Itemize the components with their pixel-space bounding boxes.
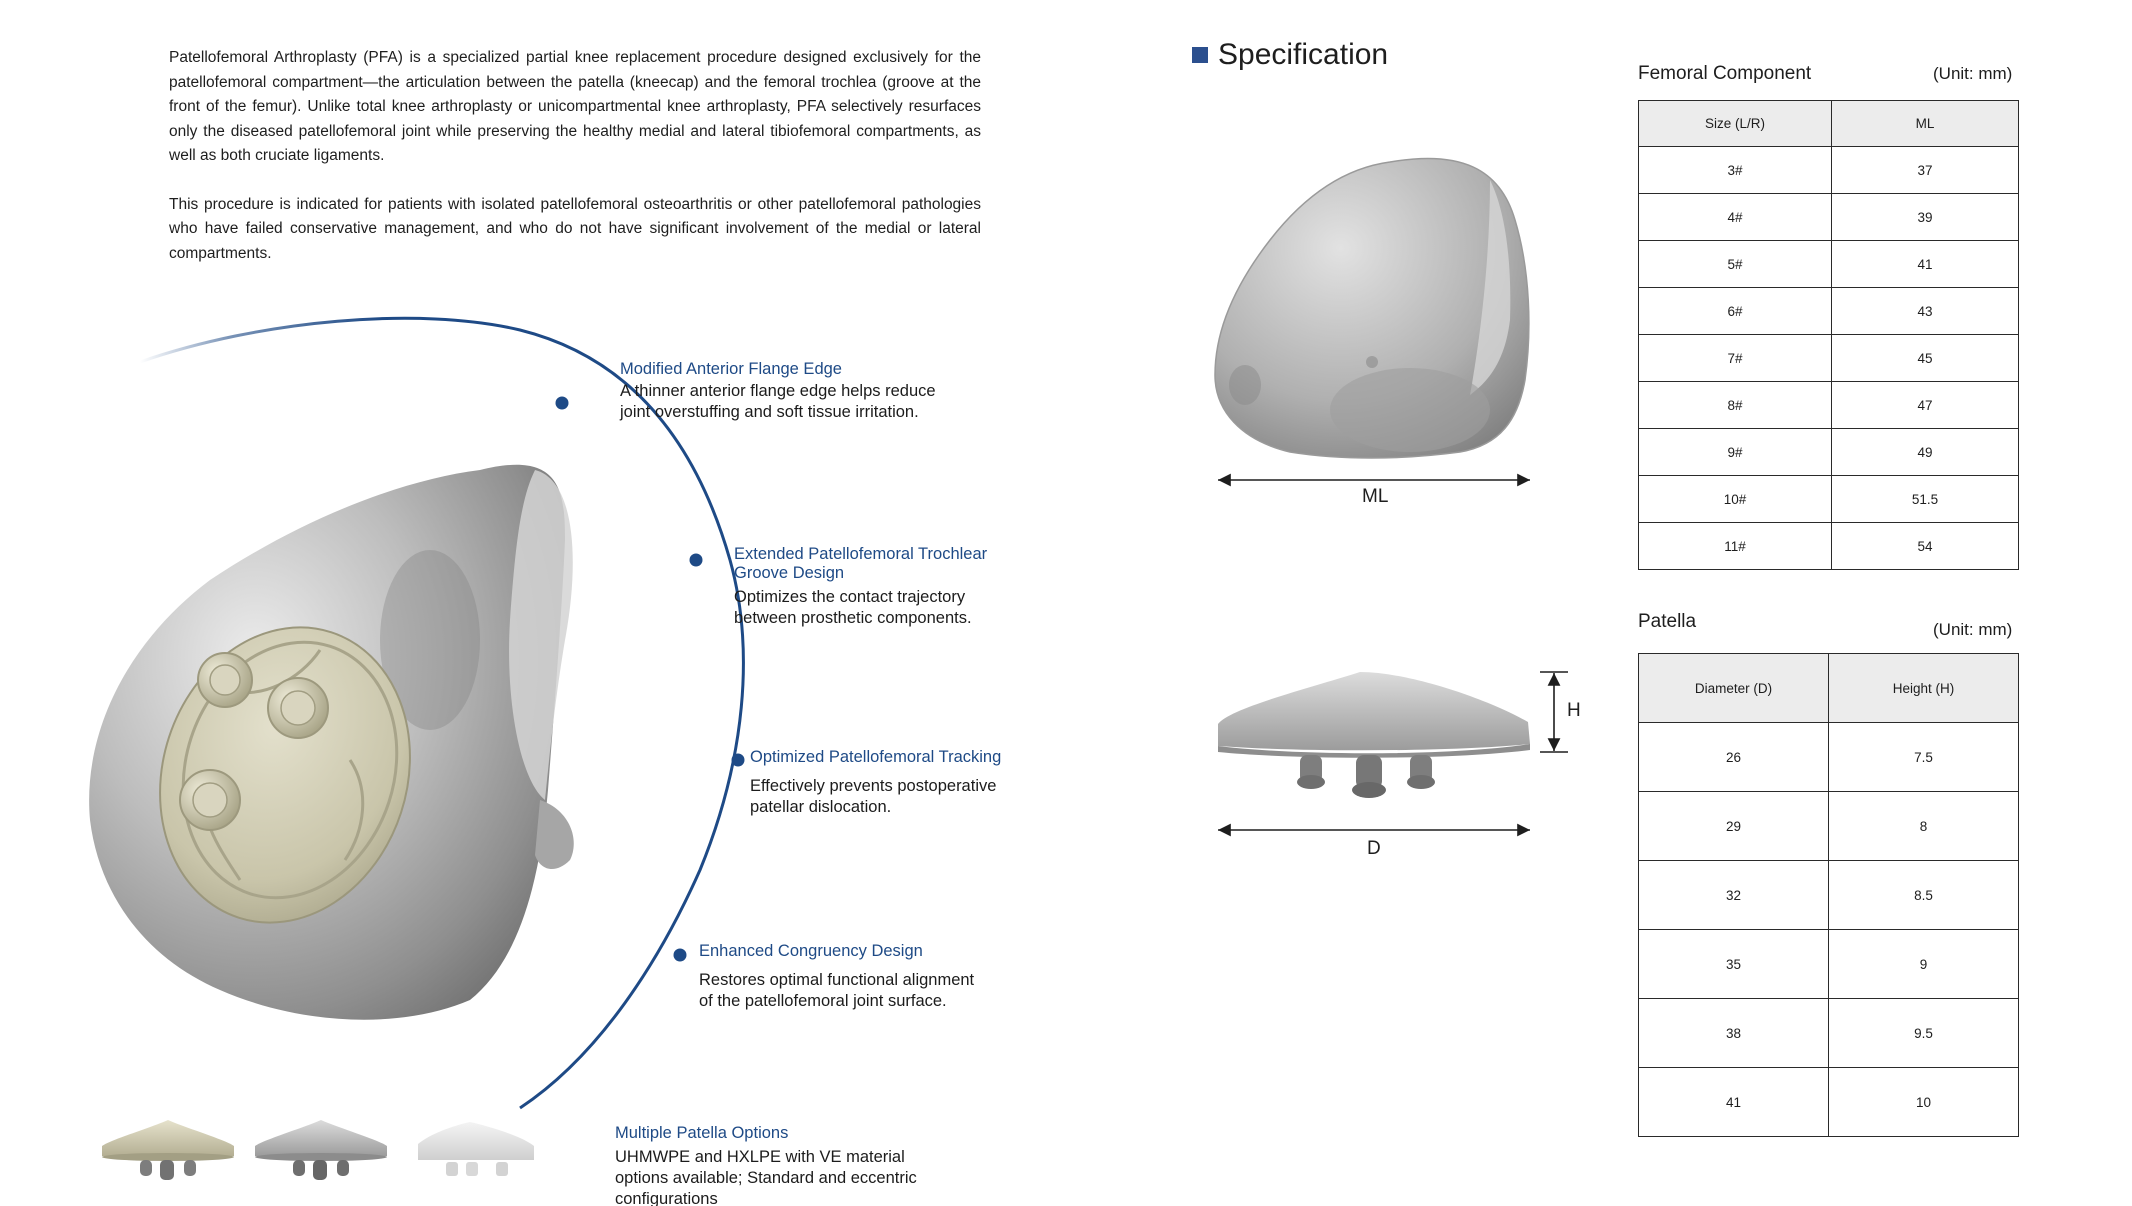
femoral-header-size: Size (L/R): [1639, 101, 1832, 147]
table-cell: 26: [1639, 723, 1829, 792]
feature-3-title: Optimized Patellofemoral Tracking: [750, 748, 1002, 766]
feature-1-title: Modified Anterior Flange Edge: [620, 360, 842, 378]
table-cell: 37: [1832, 147, 2019, 194]
table-cell: 9#: [1639, 429, 1832, 476]
specification-title: Specification: [1218, 38, 1389, 71]
table-cell: 35: [1639, 930, 1829, 999]
patella-table-caption: Patella: [1638, 611, 1697, 632]
table-cell: 54: [1832, 523, 2019, 570]
table-cell: 9: [1829, 930, 2019, 999]
patella-side-image: [1218, 672, 1530, 798]
table-cell: 7.5: [1829, 723, 2019, 792]
table-cell: 47: [1832, 382, 2019, 429]
femoral-table-caption: Femoral Component: [1638, 63, 1812, 84]
table-cell: 41: [1832, 241, 2019, 288]
d-label: D: [1367, 838, 1381, 859]
table-cell: 7#: [1639, 335, 1832, 382]
table-cell: 29: [1639, 792, 1829, 861]
femoral-table: [1638, 100, 2019, 570]
patella-header-height: Height (H): [1829, 654, 2019, 723]
feature-2-desc: Optimizes the contact trajectory between prosthetic components.: [734, 588, 972, 627]
feature-4-desc: Restores optimal functional alignment of the patellofemoral joint surface.: [699, 971, 975, 1010]
table-cell: 38: [1639, 999, 1829, 1068]
feature-3-desc: Effectively prevents postoperative patellar dislocation.: [750, 777, 997, 816]
table-cell: 8.5: [1829, 861, 2019, 930]
table-cell: 45: [1832, 335, 2019, 382]
feature-5-desc: UHMWPE and HXLPE with VE material options available; Standard and eccentric configurations: [615, 1148, 917, 1206]
table-cell: 43: [1832, 288, 2019, 335]
intro-paragraph-2: This procedure is indicated for patients with isolated patellofemoral osteoarthritis or other patellofemoral pathologies who have failed conservative management, and who do not have significant involvement of the medial or lateral compartments.: [169, 195, 981, 262]
table-cell: 4#: [1639, 194, 1832, 241]
patella-header-diameter: Diameter (D): [1639, 654, 1829, 723]
table-cell: 6#: [1639, 288, 1832, 335]
h-label: H: [1567, 700, 1581, 721]
feature-1-desc: A thinner anterior flange edge helps reduce joint overstuffing and soft tissue irritation.: [620, 382, 936, 421]
table-cell: 41: [1639, 1068, 1829, 1137]
patella-table: [1638, 653, 2019, 1137]
feature-5-title: Multiple Patella Options: [615, 1124, 789, 1142]
table-cell: 51.5: [1832, 476, 2019, 523]
patella-table-unit: (Unit: mm): [1933, 620, 2013, 639]
ml-label: ML: [1362, 486, 1389, 507]
feature-4-title: Enhanced Congruency Design: [699, 942, 923, 960]
femoral-table-unit: (Unit: mm): [1933, 64, 2013, 83]
table-cell: 39: [1832, 194, 2019, 241]
table-cell: 10#: [1639, 476, 1832, 523]
table-cell: 49: [1832, 429, 2019, 476]
table-cell: 9.5: [1829, 999, 2019, 1068]
femoral-header-ml: ML: [1832, 101, 2019, 147]
table-cell: 10: [1829, 1068, 2019, 1137]
table-cell: 8: [1829, 792, 2019, 861]
table-cell: 32: [1639, 861, 1829, 930]
table-cell: 3#: [1639, 147, 1832, 194]
femoral-component-image: [1215, 158, 1529, 458]
feature-2-title: Extended Patellofemoral Trochlear Groove Design: [734, 545, 988, 582]
table-cell: 11#: [1639, 523, 1832, 570]
table-cell: 8#: [1639, 382, 1832, 429]
table-cell: 5#: [1639, 241, 1832, 288]
intro-paragraph-1: Patellofemoral Arthroplasty (PFA) is a specialized partial knee replacement procedure designed exclusively for the patellofemoral compartment—the articulation between the patella (kneecap) and the femoral trochlea (groove at the front of the femur). Unlike total knee arthroplasty or unicompartmental knee arthroplasty, PFA selectively resurfaces only the diseased patellofemoral joint while preserving the healthy medial and lateral tibiofemoral compartments, as well as both cruciate ligaments.: [169, 49, 981, 164]
